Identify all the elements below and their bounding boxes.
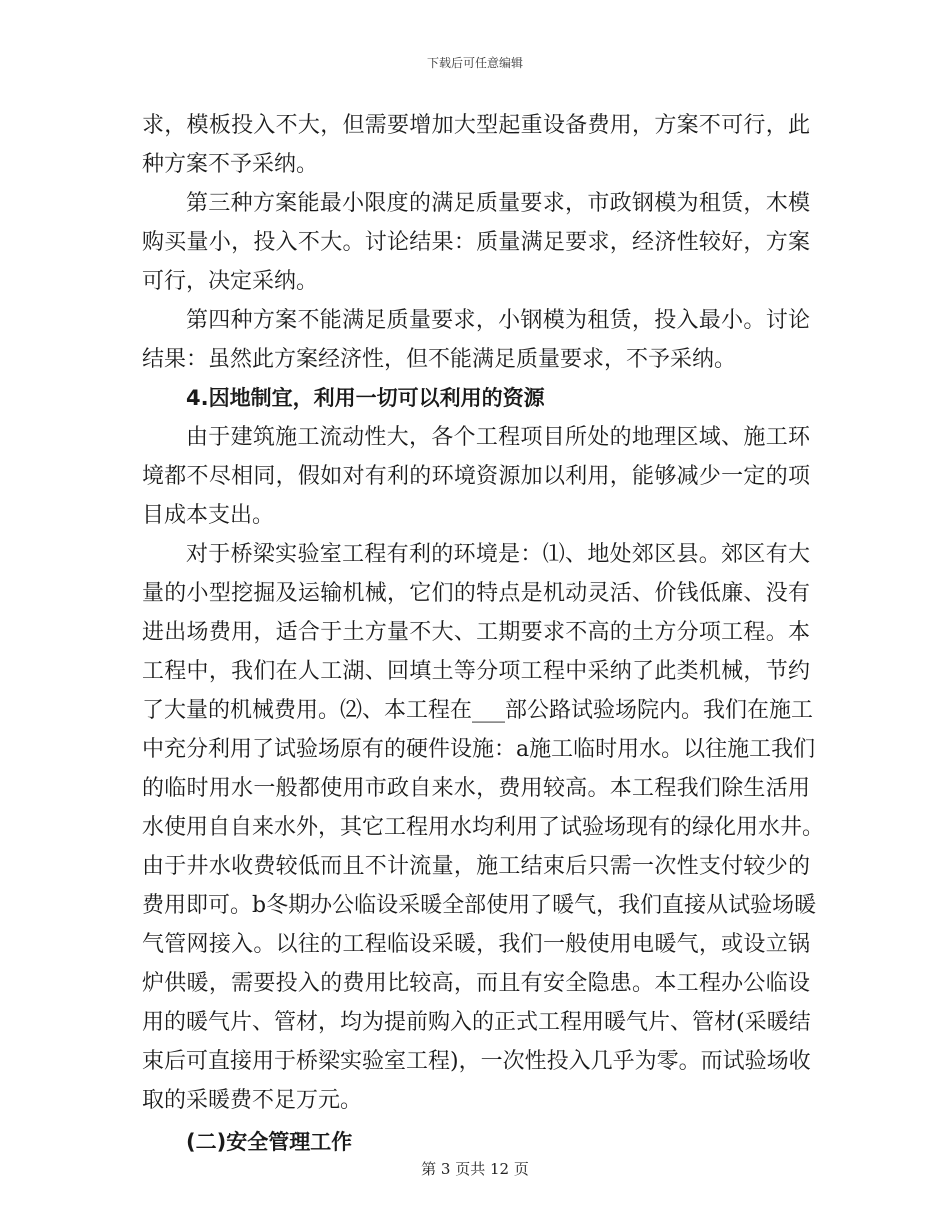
body-line: 目成本支出。 — [142, 503, 275, 528]
body-line: 水使用自自来水外，其它工程用水均利用了试验场现有的绿化用水井。 — [142, 815, 825, 840]
body-line: 了大量的机械费用。⑵、本工程在___部公路试验场院内。我们在施工 — [142, 698, 814, 723]
page-header: 下载后可任意编辑 — [426, 56, 523, 70]
body-line: 中充分利用了试验场原有的硬件设施：a施工临时用水。以往施工我们 — [142, 737, 816, 762]
body-line: 的临时用水一般都使用市政自来水，费用较高。本工程我们除生活用 — [142, 776, 810, 801]
body-line: 由于建筑施工流动性大，各个工程项目所处的地理区域、施工环 — [186, 425, 810, 450]
body-line: 取的采暖费不足万元。 — [142, 1088, 363, 1113]
body-line: 由于井水收费较低而且不计流量，施工结束后只需一次性支付较少的 — [142, 854, 810, 879]
body-line: 束后可直接用于桥梁实验室工程)，一次性投入几乎为零。而试验场收 — [142, 1049, 811, 1074]
body-line: 求，模板投入不大，但需要增加大型起重设备费用，方案不可行，此 — [142, 113, 810, 138]
page-number: 第 3 页共 12 页 — [421, 1160, 529, 1178]
body-line: 购买量小，投入不大。讨论结果：质量满足要求，经济性较好，方案 — [142, 230, 810, 255]
body-line: 结果：虽然此方案经济性，但不能满足质量要求，不予采纳。 — [142, 347, 737, 372]
body-line: 境都不尽相同，假如对有利的环境资源加以利用，能够减少一定的项 — [142, 464, 810, 489]
body-line: 炉供暖，需要投入的费用比较高，而且有安全隐患。本工程办公临设 — [142, 971, 810, 996]
section-heading: (二)安全管理工作 — [186, 1130, 353, 1154]
body-line: 进出场费用，适合于土方量不大、工期要求不高的土方分项工程。本 — [142, 620, 810, 645]
body-line: 气管网接入。以往的工程临设采暖，我们一般使用电暖气，或设立锅 — [142, 932, 810, 957]
document-body — [142, 106, 825, 1162]
body-line: 种方案不予采纳。 — [142, 152, 319, 177]
body-line: 第三种方案能最小限度的满足质量要求，市政钢模为租赁，木模 — [186, 191, 810, 216]
body-line: 对于桥梁实验室工程有利的环境是：⑴、地处郊区县。郊区有大 — [186, 542, 810, 567]
section-heading: 4.因地制宜，利用一切可以利用的资源 — [186, 386, 545, 410]
body-line: 第四种方案不能满足质量要求，小钢模为租赁，投入最小。讨论 — [186, 308, 810, 333]
body-line: 可行，决定采纳。 — [142, 269, 319, 294]
body-line: 量的小型挖掘及运输机械，它们的特点是机动灵活、价钱低廉、没有 — [142, 581, 810, 606]
body-line: 费用即可。b冬期办公临设采暖全部使用了暖气，我们直接从试验场暖 — [142, 893, 817, 918]
body-line: 用的暖气片、管材，均为提前购入的正式工程用暖气片、管材(采暖结 — [142, 1010, 811, 1035]
body-line: 工程中，我们在人工湖、回填土等分项工程中采纳了此类机械，节约 — [142, 659, 810, 684]
